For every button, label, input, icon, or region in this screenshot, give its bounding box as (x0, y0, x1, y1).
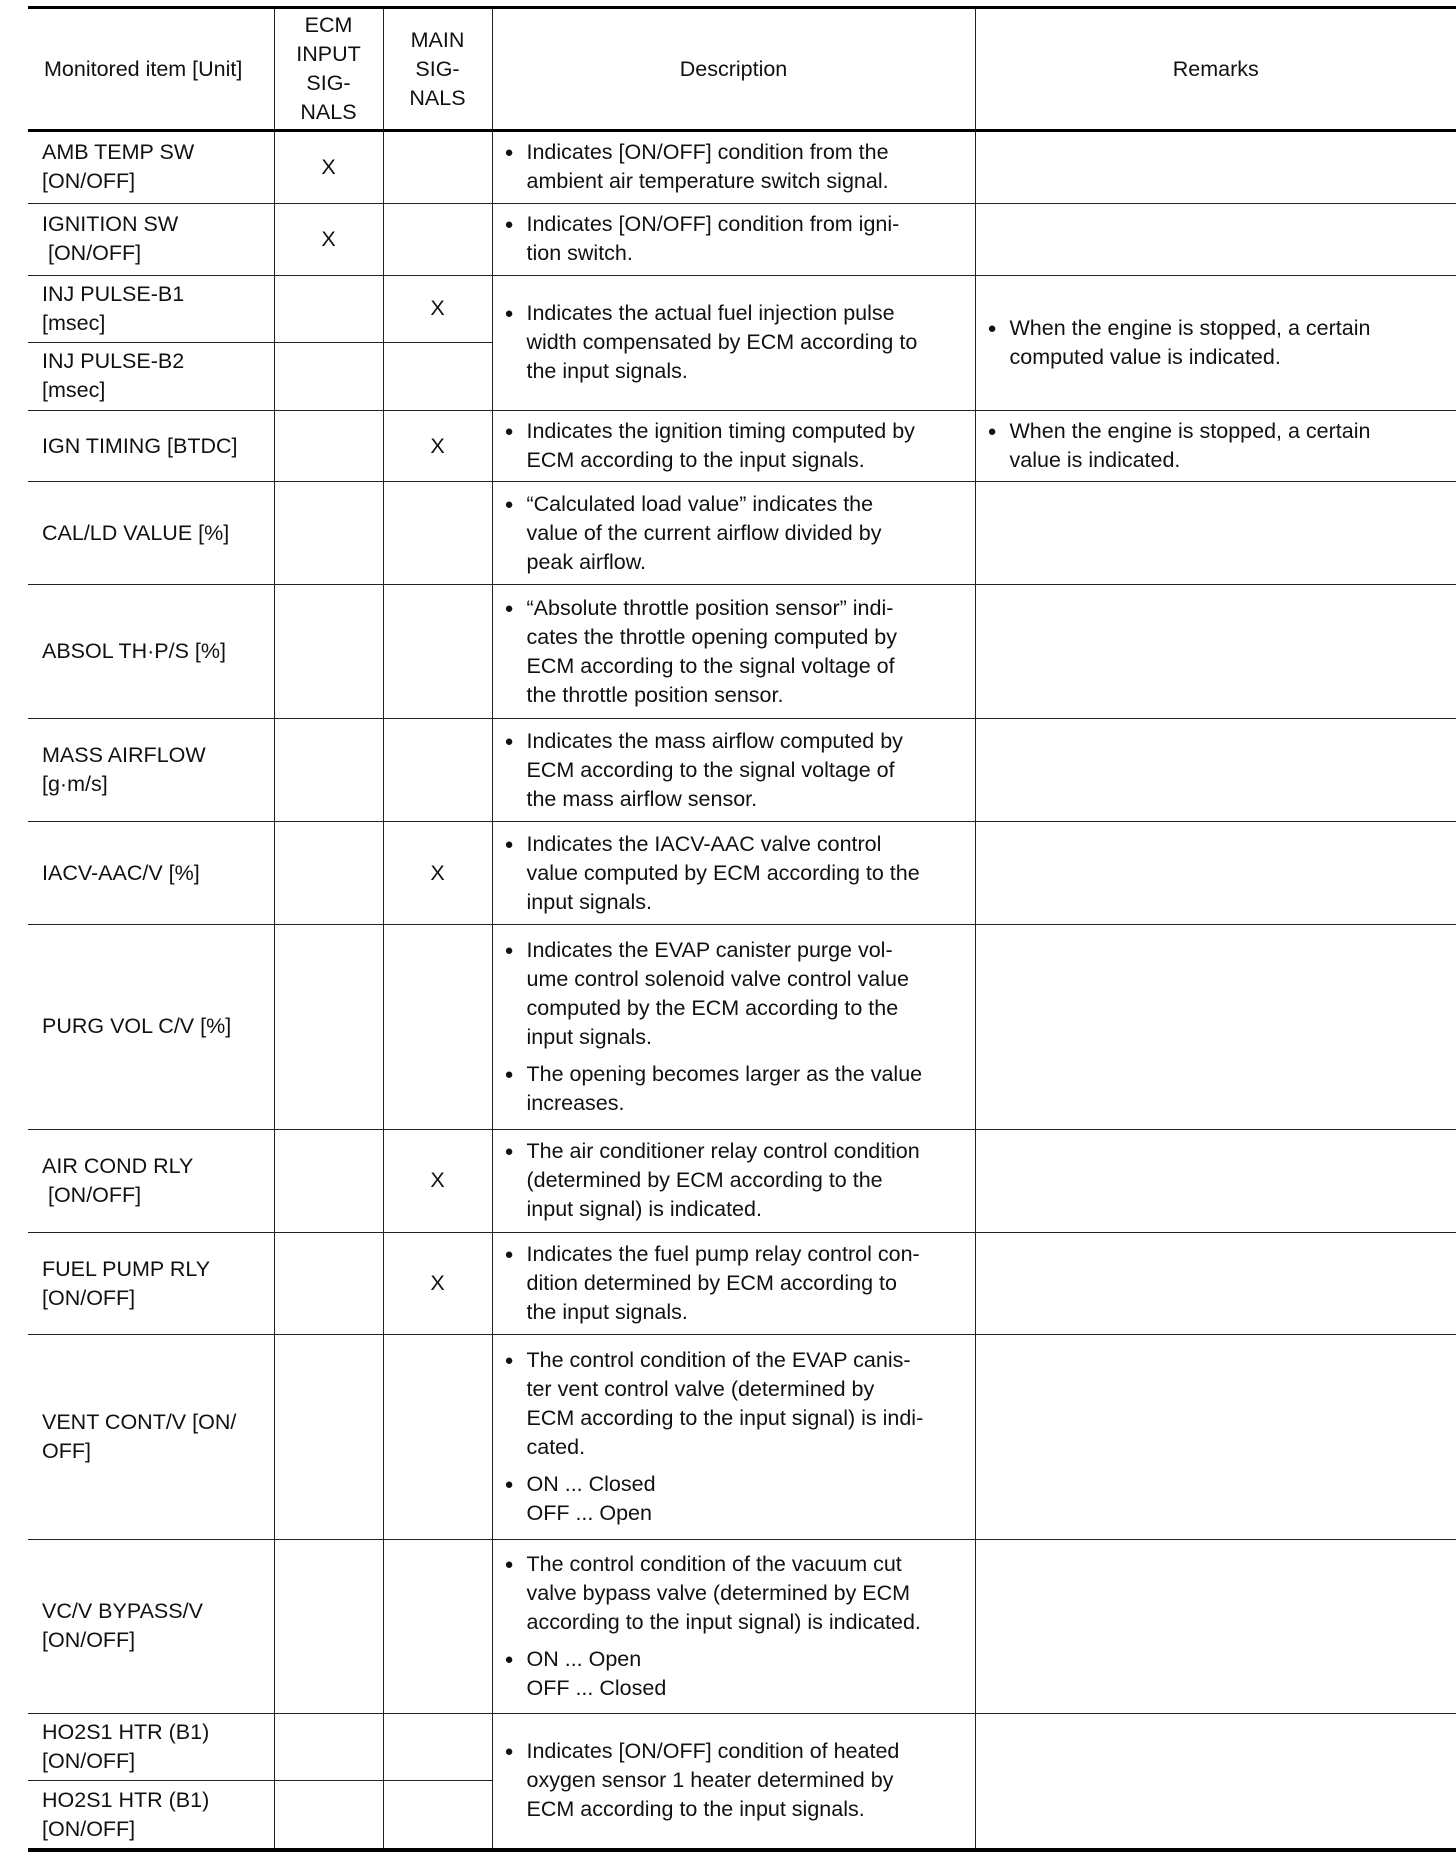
description-bullet (503, 1470, 965, 1528)
description-line: peak airflow. (526, 549, 647, 574)
ecm-input-mark (274, 1335, 383, 1540)
main-signal-mark: X (383, 822, 492, 925)
main-signal-mark: X (383, 1129, 492, 1232)
monitored-item-cell (28, 131, 274, 204)
description-line: ambient air temperature switch signal. (526, 169, 889, 194)
ecm-input-mark (274, 719, 383, 822)
table-row (28, 482, 1456, 585)
monitored-item-cell (28, 585, 274, 719)
monitored-item-cell (28, 1232, 274, 1335)
description-bullet (503, 1060, 965, 1118)
header-main-line: SIG- (415, 56, 460, 81)
ecm-input-mark (274, 410, 383, 482)
monitored-item-line: [ON/OFF] (42, 1816, 136, 1841)
monitored-item-cell (28, 1781, 274, 1850)
remarks-line: computed value is indicated. (1009, 344, 1281, 369)
header-row (28, 8, 1456, 131)
description-line: input signals. (526, 889, 652, 914)
table-row (28, 822, 1456, 925)
monitored-item-line: [g·m/s] (42, 772, 108, 797)
ecm-input-mark (274, 1540, 383, 1714)
description-cell (492, 1335, 975, 1540)
header-ecm-input-signals (274, 8, 383, 131)
monitored-item-line: INJ PULSE-B2 (42, 349, 185, 374)
main-signal-mark (383, 1713, 492, 1781)
description-line: input signal) is indicated. (526, 1197, 762, 1222)
description-cell (492, 822, 975, 925)
table-row (28, 131, 1456, 204)
description-line: the input signals. (526, 1300, 688, 1325)
ecm-input-mark (274, 822, 383, 925)
remarks-cell (975, 822, 1456, 925)
remarks-cell (975, 1232, 1456, 1335)
monitored-item-cell (28, 822, 274, 925)
description-line: ● Indicates [ON/OFF] condition from igni- (526, 212, 900, 237)
description-line: ● The opening becomes larger as the value (526, 1061, 923, 1086)
header-main-line: MAIN (410, 27, 465, 52)
table-row (28, 1232, 1456, 1335)
remarks-cell (975, 925, 1456, 1130)
table-row (28, 410, 1456, 482)
monitored-item-line: IGNITION SW (42, 212, 179, 237)
description-bullet (503, 830, 965, 917)
description-line: width compensated by ECM according to (526, 330, 918, 355)
monitored-item-cell (28, 1129, 274, 1232)
remarks-cell (975, 719, 1456, 822)
monitored-item-cell (28, 1713, 274, 1781)
monitored-item-line: VENT CONT/V [ON/ (42, 1410, 237, 1435)
main-signal-mark (383, 343, 492, 411)
remarks-line: ● When the engine is stopped, a certain (1009, 315, 1371, 340)
monitored-item-line: [ON/OFF] (42, 1285, 136, 1310)
description-bullet (503, 594, 965, 710)
table-row (28, 585, 1456, 719)
table-row (28, 925, 1456, 1130)
description-line: cates the throttle opening computed by (526, 624, 898, 649)
description-cell (492, 1232, 975, 1335)
monitored-item-line: [ON/OFF] (42, 1749, 136, 1774)
description-line: ECM according to the input signals. (526, 1797, 865, 1822)
monitored-item-cell (28, 1540, 274, 1714)
description-line: ● ON ... Closed (526, 1472, 656, 1497)
description-line: ● “Calculated load value” indicates the (526, 491, 874, 516)
description-line: the mass airflow sensor. (526, 786, 758, 811)
main-signal-mark (383, 1540, 492, 1714)
ecm-input-mark (274, 1129, 383, 1232)
main-signal-mark (383, 719, 492, 822)
header-monitored-item: Monitored item [Unit] (28, 8, 274, 131)
description-line: the throttle position sensor. (526, 682, 784, 707)
monitored-item-line: HO2S1 HTR (B1) (42, 1787, 210, 1812)
description-bullet (503, 417, 965, 475)
monitored-item-cell (28, 1335, 274, 1540)
description-line: cated. (526, 1435, 586, 1460)
description-bullet (503, 1346, 965, 1462)
description-line: ECM according to the input signals. (526, 448, 865, 473)
description-cell (492, 203, 975, 275)
ecm-input-mark (274, 1781, 383, 1850)
description-cell (492, 131, 975, 204)
monitored-item-line: ABSOL TH·P/S [%] (42, 639, 226, 664)
description-line: tion switch. (526, 241, 633, 266)
header-main-line: NALS (409, 85, 466, 110)
description-cell (492, 482, 975, 585)
description-line: increases. (526, 1090, 625, 1115)
description-bullet (503, 727, 965, 814)
remarks-cell (975, 1129, 1456, 1232)
description-line: the input signals. (526, 359, 688, 384)
description-cell (492, 275, 975, 410)
remarks-cell (975, 203, 1456, 275)
main-signal-mark (383, 482, 492, 585)
description-bullet (503, 1240, 965, 1327)
description-cell (492, 585, 975, 719)
monitored-item-line: HO2S1 HTR (B1) (42, 1720, 210, 1745)
monitored-item-cell (28, 275, 274, 343)
monitored-item-cell (28, 343, 274, 411)
description-bullet (503, 490, 965, 577)
description-line: ume control solenoid valve control value (526, 966, 909, 991)
ecm-input-mark: X (274, 131, 383, 204)
header-remarks: Remarks (975, 8, 1456, 131)
monitored-item-line: INJ PULSE-B1 (42, 281, 185, 306)
header-ecm-line: SIG- (306, 71, 351, 95)
table-row (28, 203, 1456, 275)
description-line: dition determined by ECM according to (526, 1271, 897, 1296)
monitored-item-line: [msec] (42, 310, 106, 335)
description-bullet (503, 138, 965, 196)
remarks-cell (975, 1540, 1456, 1714)
description-line: (determined by ECM according to the (526, 1168, 883, 1193)
main-signal-mark (383, 1781, 492, 1850)
description-line: ● Indicates the IACV-AAC valve control (526, 831, 882, 856)
description-line: ● Indicates [ON/OFF] condition of heated (526, 1739, 900, 1764)
monitored-item-line: CAL/LD VALUE [%] (42, 520, 230, 545)
table-header (28, 8, 1456, 131)
description-line: oxygen sensor 1 heater determined by (526, 1768, 894, 1793)
table-body (28, 131, 1456, 1851)
table-row (28, 1713, 1456, 1781)
monitored-item-line: [msec] (42, 378, 106, 403)
monitored-item-cell (28, 410, 274, 482)
main-signal-mark: X (383, 275, 492, 343)
main-signal-mark (383, 925, 492, 1130)
description-cell (492, 925, 975, 1130)
description-line: ● “Absolute throttle position sensor” indi- (526, 595, 894, 620)
monitored-item-line: OFF] (42, 1439, 91, 1464)
description-line: ● Indicates the ignition timing computed by (526, 419, 915, 444)
description-line: ter vent control valve (determined by (526, 1377, 875, 1402)
description-line: OFF ... Open (526, 1501, 652, 1526)
description-line: ● Indicates the EVAP canister purge vol- (526, 937, 893, 962)
ecm-input-mark: X (274, 203, 383, 275)
description-bullet (503, 299, 965, 386)
ecm-input-mark (274, 1232, 383, 1335)
table-row (28, 275, 1456, 343)
description-line: ● ON ... Open (526, 1646, 642, 1671)
description-cell (492, 410, 975, 482)
remarks-bullet (986, 417, 1447, 475)
description-bullet (503, 936, 965, 1052)
description-line: value of the current airflow divided by (526, 520, 882, 545)
monitored-item-line: [ON/OFF] (42, 1628, 136, 1653)
header-main-signals (383, 8, 492, 131)
remarks-cell (975, 275, 1456, 410)
ecm-input-mark (274, 343, 383, 411)
description-line: ● The control condition of the EVAP canis- (526, 1348, 911, 1373)
description-line: input signals. (526, 1024, 652, 1049)
description-bullet (503, 210, 965, 268)
description-cell (492, 1129, 975, 1232)
description-line: value computed by ECM according to the (526, 860, 920, 885)
ecm-input-mark (274, 482, 383, 585)
description-cell (492, 719, 975, 822)
table-row (28, 719, 1456, 822)
remarks-cell (975, 585, 1456, 719)
monitored-item-line: AMB TEMP SW (42, 140, 195, 165)
monitored-item-line: IGN TIMING [BTDC] (42, 433, 238, 458)
description-bullet (503, 1737, 965, 1824)
monitored-item-cell (28, 925, 274, 1130)
remarks-line: value is indicated. (1009, 448, 1181, 473)
description-line: valve bypass valve (determined by ECM (526, 1580, 911, 1605)
table-row (28, 1540, 1456, 1714)
remarks-cell (975, 1713, 1456, 1850)
description-line: ● Indicates the mass airflow computed by (526, 728, 903, 753)
description-line: OFF ... Closed (526, 1675, 667, 1700)
description-line: according to the input signal) is indicated. (526, 1609, 921, 1634)
description-line: ● The control condition of the vacuum cut (526, 1551, 902, 1576)
description-line: ● Indicates [ON/OFF] condition from the (526, 140, 889, 165)
monitored-item-line: VC/V BYPASS/V (42, 1599, 203, 1624)
description-line: ● The air conditioner relay control condition (526, 1139, 920, 1164)
description-bullet (503, 1550, 965, 1637)
main-signal-mark: X (383, 1232, 492, 1335)
monitored-item-line: AIR COND RLY (42, 1153, 194, 1178)
description-line: ECM according to the signal voltage of (526, 653, 895, 678)
remarks-cell (975, 482, 1456, 585)
description-bullet (503, 1645, 965, 1703)
monitored-item-line: IACV-AAC/V [%] (42, 860, 200, 885)
main-signal-mark (383, 131, 492, 204)
remarks-cell (975, 410, 1456, 482)
remarks-line: ● When the engine is stopped, a certain (1009, 419, 1371, 444)
remarks-cell (975, 1335, 1456, 1540)
table-row (28, 1129, 1456, 1232)
monitored-item-cell (28, 203, 274, 275)
ecm-input-mark (274, 585, 383, 719)
remarks-bullet (986, 314, 1447, 372)
description-line: ECM according to the signal voltage of (526, 757, 895, 782)
description-line: computed by the ECM according to the (526, 995, 899, 1020)
monitored-item-cell (28, 719, 274, 822)
remarks-cell (975, 131, 1456, 204)
main-signal-mark: X (383, 410, 492, 482)
ecm-input-mark (274, 275, 383, 343)
header-ecm-line: ECM (304, 13, 353, 37)
description-cell (492, 1540, 975, 1714)
description-bullet (503, 1137, 965, 1224)
header-ecm-line: INPUT (296, 42, 361, 66)
main-signal-mark (383, 203, 492, 275)
description-line: ● Indicates the fuel pump relay control con- (526, 1242, 920, 1267)
header-ecm-line: NALS (300, 100, 357, 124)
table-row (28, 1335, 1456, 1540)
description-line: ECM according to the input signal) is indi- (526, 1406, 924, 1431)
monitored-item-cell (28, 482, 274, 585)
monitored-item-line: [ON/OFF] (42, 1182, 142, 1207)
header-description: Description (492, 8, 975, 131)
ecm-input-mark (274, 925, 383, 1130)
monitored-item-line: MASS AIRFLOW (42, 743, 206, 768)
monitored-item-line: PURG VOL C/V [%] (42, 1014, 232, 1039)
main-signal-mark (383, 585, 492, 719)
main-signal-mark (383, 1335, 492, 1540)
monitored-item-line: FUEL PUMP RLY (42, 1256, 211, 1281)
monitored-item-line: [ON/OFF] (42, 241, 142, 266)
monitored-item-line: [ON/OFF] (42, 169, 136, 194)
monitored-items-table (28, 6, 1456, 1852)
ecm-input-mark (274, 1713, 383, 1781)
description-cell (492, 1713, 975, 1850)
description-line: ● Indicates the actual fuel injection pulse (526, 301, 895, 326)
